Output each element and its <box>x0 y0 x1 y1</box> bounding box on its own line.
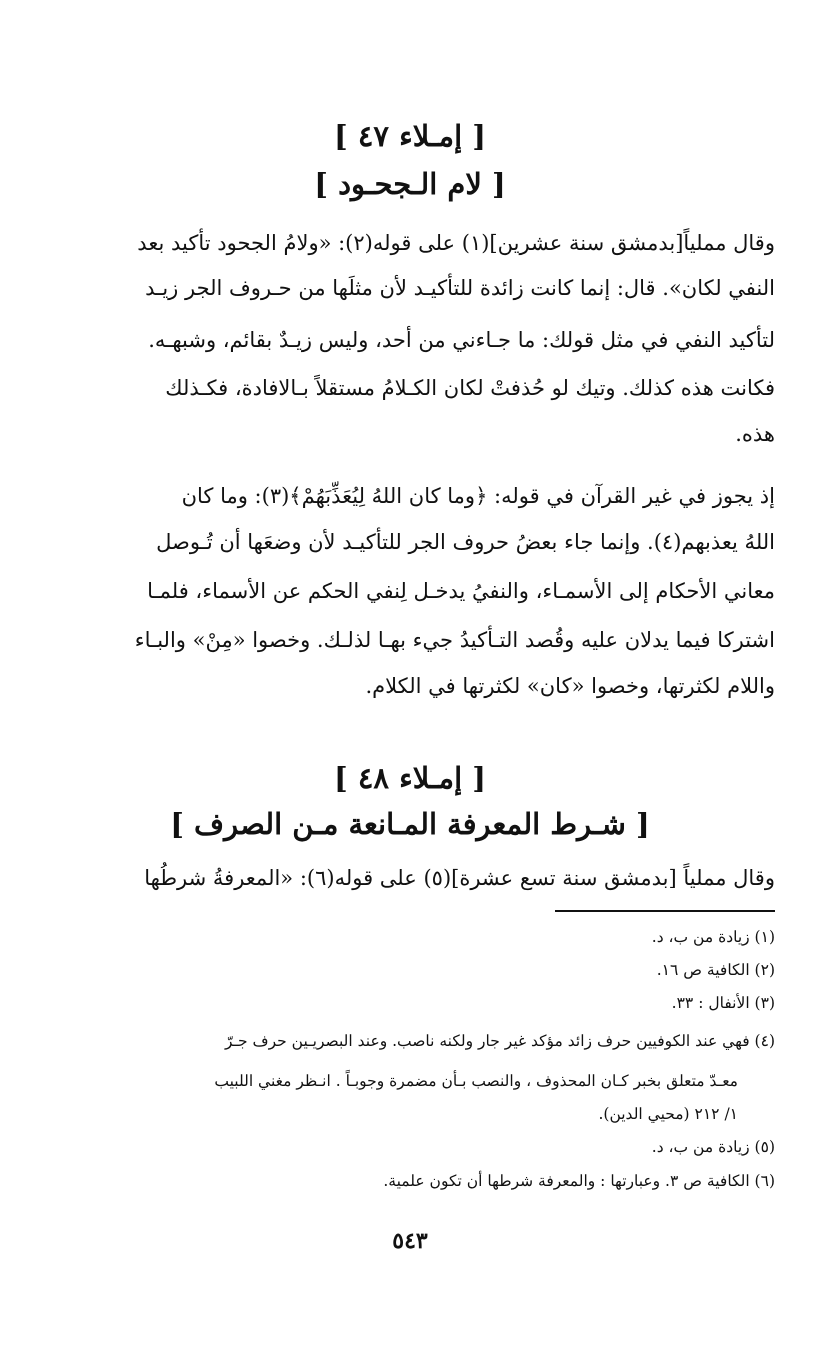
footnote: (٤) فهي عند الكوفيين حرف زائد مؤكد غير جار ولكنه ناصب. وعند البصريـين حرف جـرّ <box>224 1032 775 1050</box>
footnote: (١) زيادة من ب، د. <box>651 928 775 946</box>
body-line: لتأكيد النفي في مثل قولك: ما جـاءني من أحد، وليس زيـدٌ بقائم، وشبهـه. <box>148 328 775 352</box>
body-line: إذ يجوز في غير القرآن في قوله: ﴿وما كان اللهُ لِيُعَذِّبَهُمْ﴾(٣): وما كان <box>181 484 775 508</box>
body-line: اشتركا فيما يدلان عليه وقُصد التـأكيدُ جيء بهـا لذلـك. وخصوا «مِنْ» والبـاء <box>134 628 775 652</box>
body-line: فكانت هذه كذلك. وتيك لو حُذفتْ لكان الكـلامُ مستقلاً بـالافادة، فكـذلك <box>165 376 775 400</box>
footnote: (٦) الكافية ص ٣. وعبارتها : والمعرفة شرطها أن تكون علمية. <box>383 1172 775 1190</box>
footnote: (٣) الأنفال : ٣٣. <box>671 994 775 1012</box>
section-heading-47: [ إمـلاء ٤٧ ] <box>334 119 486 153</box>
footnote-continuation: ١/ ٢١٢ (محيي الدين). <box>598 1105 738 1123</box>
body-line: واللام لكثرتها، وخصوا «كان» لكثرتها في الكلام. <box>365 674 775 698</box>
body-line: هذه. <box>735 422 775 446</box>
page-number: ٥٤٣ <box>392 1228 428 1254</box>
body-line: معاني الأحكام إلى الأسمـاء، والنفيُ يدخـل لِنفي الحكم عن الأسماء، فلمـا <box>147 579 775 603</box>
section-title-lam-al-juhud: [ لام الـجحـود ] <box>314 167 506 201</box>
section-title-shart-al-marifa: [ شـرط المعرفة المـانعة مـن الصرف ] <box>170 807 650 841</box>
body-line: وقال مملياً [بدمشق سنة تسع عشرة](٥) على قوله(٦): «المعرفةُ شرطُها <box>144 866 775 890</box>
footnote-divider <box>555 910 775 912</box>
section-heading-48: [ إمـلاء ٤٨ ] <box>334 761 486 795</box>
footnote: (٢) الكافية ص ١٦. <box>656 961 775 979</box>
footnote-continuation: معـدّ متعلق بخبر كـان المحذوف ، والنصب بـأن مضمرة وجوبـاً . انـظر مغني اللبيب <box>214 1072 738 1090</box>
footnote: (٥) زيادة من ب، د. <box>651 1138 775 1156</box>
body-line: اللهُ يعذبهم(٤). وإنما جاء بعضُ حروف الجر للتأكيـد لأن وضعَها أن تُـوصل <box>156 530 775 554</box>
body-line: النفي لكان». قال: إنما كانت زائدة للتأكيـد لأن مثلَها من حـروف الجر زيـد <box>145 276 775 300</box>
body-line: وقال مملياً[بدمشق سنة عشرين](١) على قوله(٢): «ولامُ الجحود تأكيد بعد <box>137 231 775 255</box>
